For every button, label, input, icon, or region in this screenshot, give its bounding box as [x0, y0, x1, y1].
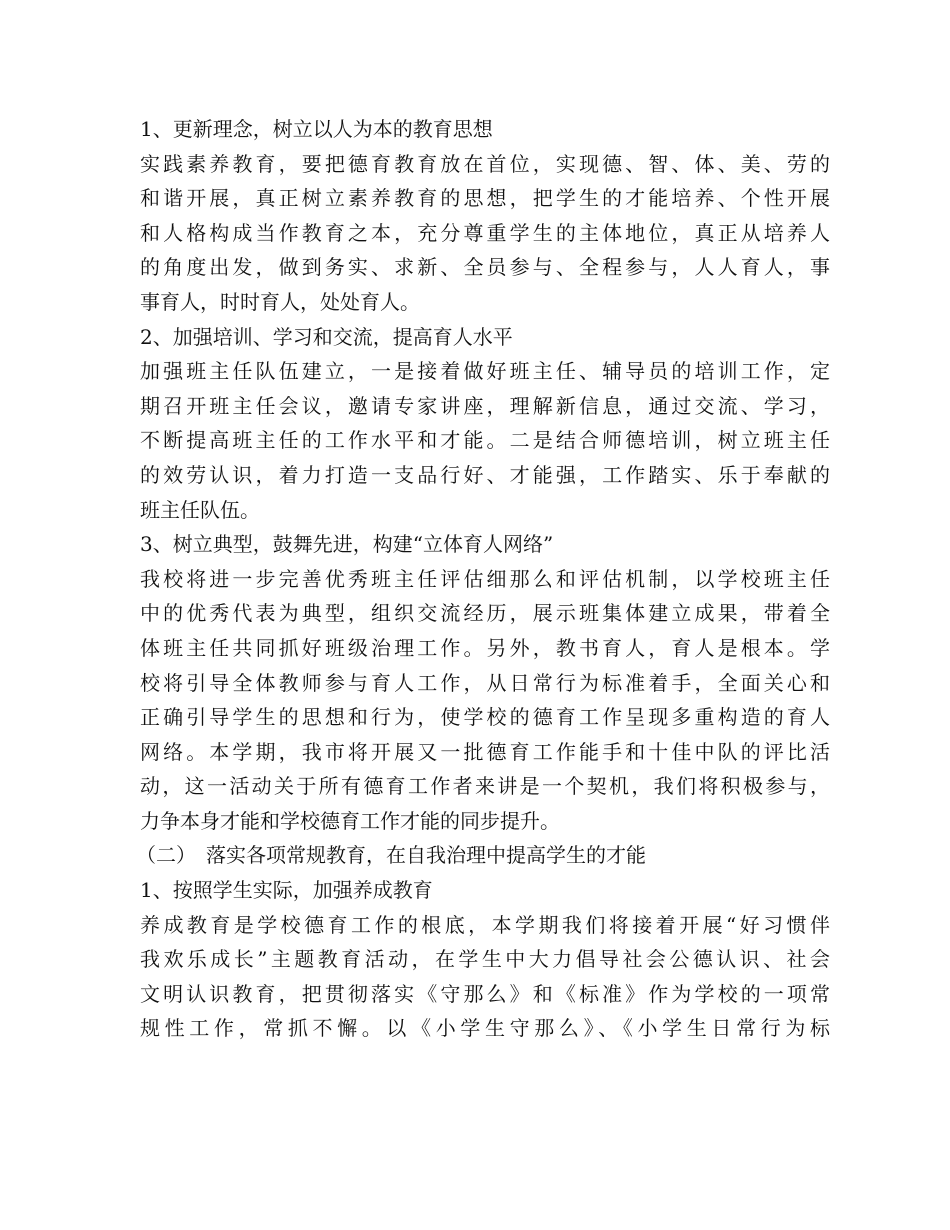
text-line: 2、加强培训、学习和交流，提高育人水平 — [140, 324, 513, 349]
text-line: 和谐开展，真正树立素养教育的思想，把学生的才能培养、个性开展 — [140, 186, 830, 211]
text-line: 1、更新理念，树立以人为本的教育思想 — [140, 117, 493, 141]
text-line: 我欢乐成长”主题教育活动，在学生中大力倡导社会公德认识、社会 — [140, 947, 830, 972]
text-line: 3、树立典型，鼓舞先进，构建“立体育人网络” — [140, 532, 554, 557]
text-line: 的角度出发，做到务实、求新、全员参与、全程参与，人人育人，事 — [140, 255, 830, 280]
text-line: 正确引导学生的思想和行为，使学校的德育工作呈现多重构造的育人 — [140, 705, 830, 730]
text-line: 不断提高班主任的工作水平和才能。二是结合师德培训，树立班主任 — [140, 428, 830, 453]
text-line: 体班主任共同抓好班级治理工作。另外，教书育人，育人是根本。学 — [140, 635, 830, 660]
text-line: 我校将进一步完善优秀班主任评估细那么和评估机制，以学校班主任 — [140, 566, 830, 591]
text-line: 规性工作，常抓不懈。以《小学生守那么》、《小学生日常行为标 — [140, 1016, 830, 1041]
text-line: 动，这一活动关于所有德育工作者来讲是一个契机，我们将积极参与， — [140, 774, 830, 799]
text-line: 中的优秀代表为典型，组织交流经历，展示班集体建立成果，带着全 — [140, 601, 830, 626]
text-line: 和人格构成当作教育之本，充分尊重学生的主体地位，真正从培养人 — [140, 220, 830, 245]
text-line: 1、按照学生实际，加强养成教育 — [140, 878, 433, 903]
text-line: 班主任队伍。 — [140, 497, 260, 522]
document-body — [136, 112, 830, 1046]
text-line: 期召开班主任会议，邀请专家讲座，理解新信息，通过交流、学习， — [140, 393, 830, 418]
text-line: 网络。本学期，我市将开展又一批德育工作能手和十佳中队的评比活 — [140, 739, 830, 764]
text-line: 力争本身才能和学校德育工作才能的同步提升。 — [140, 808, 560, 833]
text-line: 实践素养教育，要把德育教育放在首位，实现德、智、体、美、劳的 — [140, 151, 830, 176]
text-line: 文明认识教育，把贯彻落实《守那么》和《标准》作为学校的一项常 — [140, 981, 830, 1006]
text-line: （二） 落实各项常规教育，在自我治理中提高学生的才能 — [136, 843, 646, 868]
text-line: 养成教育是学校德育工作的根底，本学期我们将接着开展“好习惯伴 — [140, 912, 830, 937]
text-line: 校将引导全体教师参与育人工作，从日常行为标准着手，全面关心和 — [140, 670, 830, 695]
text-line: 的效劳认识，着力打造一支品行好、才能强，工作踏实、乐于奉献的 — [140, 462, 830, 487]
text-line: 加强班主任队伍建立，一是接着做好班主任、辅导员的培训工作，定 — [140, 359, 830, 384]
text-line: 事育人，时时育人，处处育人。 — [140, 289, 420, 314]
